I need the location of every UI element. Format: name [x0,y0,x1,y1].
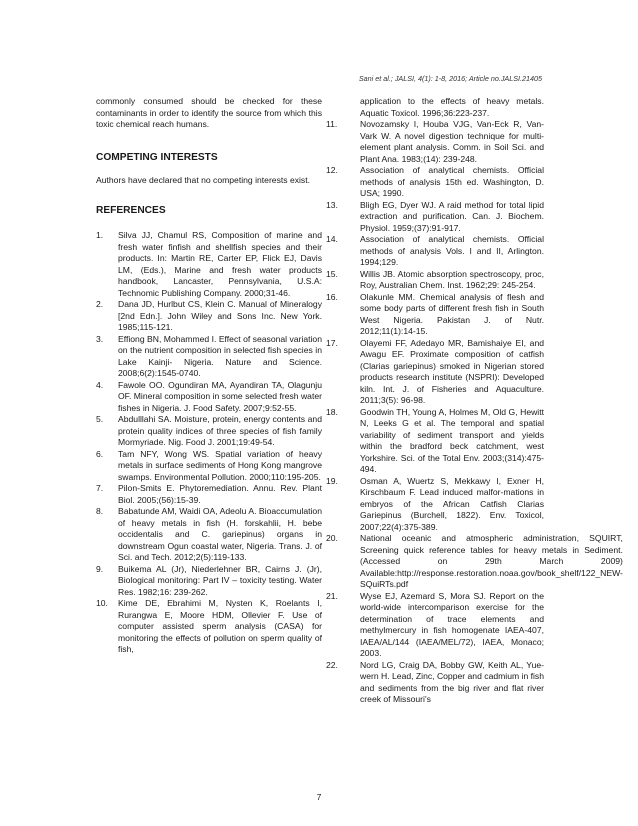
reference-number: 8. [96,506,104,516]
reference-item [96,506,322,564]
reference-number: 16. [326,291,338,302]
reference-text: National oceanic and atmospheric administration, SQUIRT, Screening quick reference tables for heavy metals in Sediment. (Accessed on 29th March 2009) Available:http://response.restoration.noaa.gov/book_shelf/122_NEW-SQuiRTs.pdf [360,533,623,589]
reference-item [96,414,322,449]
reference-number: 7. [96,483,104,493]
intro-paragraph: commonly consumed should be checked for these contaminants in order to identify the source from which this toxic chemical reach humans. [96,96,322,129]
reference-number: 20. [326,533,338,543]
running-header: Sani et al.; JALSI, 4(1): 1-8, 2016; Article no.JALSI.21405 [358,74,542,83]
reference-text: Kime DE, Ebrahimi M, Nysten K, Roelants I, Rurangwa E, Moore HDM, Ollevier F. Use of computer assisted sperm analysis (CASA) for monitoring the effects of pollution on sperm quality of fish, [118,598,322,654]
reference-number: 3. [96,333,104,344]
reference-number: 9. [96,563,104,574]
reference-text: Abdulllahi SA. Moisture, protein, energy contents and protein quality indices of three species of fish family Mormyriade. Nig. Food J. 2001;19:49-54. [118,414,322,447]
references-list-left [96,230,322,656]
reference-item [326,591,544,660]
reference-number: 5. [96,414,104,424]
reference-text: Pilon-Smits E. Phytoremediation. Annu. Rev. Plant Biol. 2005;(56):15-39. [118,483,322,505]
reference-item [326,660,544,706]
reference-text: Wyse EJ, Azemard S, Mora SJ. Report on the world-wide intercomparison exercise for the determination of trace elements and methylmercury in fish homogenate IAEA-407, IAEA/AL/144 (IAEA/MEL/72), IAEA, Monaco; 2003. [360,590,544,658]
reference-number: 2. [96,299,104,309]
references-heading: REFERENCES [96,204,166,216]
reference-number: 6. [96,448,104,459]
reference-text: Goodwin TH, Young A, Holmes M, Old G, Hewitt N, Leeks G et al. The temporal and spatial variability of sediment transport and yields within the bradford beck catchment, west Yorkshire. Sci. of the Total Env. 2003;(314):475-494. [360,406,544,474]
reference-item [326,292,544,338]
reference-item [96,230,322,299]
reference-number: 15. [326,268,338,279]
reference-number: 21. [326,590,338,601]
reference-item [96,299,322,334]
reference-number: 14. [326,234,338,244]
reference-text: Fawole OO. Ogundiran MA, Ayandiran TA, Olagunju OF. Mineral composition in some selected fresh water fishes in Nigeria. J. Food Safety. 2007;9:52-55. [118,379,322,413]
reference-item [326,269,544,292]
reference-item [326,476,544,534]
reference-number: 18. [326,406,338,417]
competing-interests-heading: COMPETING INTERESTS [96,151,218,163]
reference-item [96,334,322,380]
reference-text: Tam NFY, Wong WS. Spatial variation of heavy metals in surface sediments of Hong Kong mangrove swamps. Environmental Pollution. 2000;110:195-205. [118,448,322,482]
reference-item [326,234,544,269]
references-list-right [326,119,623,706]
reference-text: Novozamsky I, Houba VJG, Van-Eck R, Van-Vark W. A novel digestion technique for multi-element plant analysis. Comm. in Soil Sci. and Plant Ana. 1983;(14): 239-248. [360,119,544,164]
reference-text: Willis JB. Atomic absorption spectroscopy, proc, Roy, Australian Chem. Inst. 1962;29: 245-254. [360,268,544,290]
left-column [96,96,322,656]
reference-continuation: application to the effects of heavy metals. Aquatic Toxicol. 1996;36:223-237. [360,96,544,118]
reference-number: 17. [326,337,338,348]
reference-number: 4. [96,379,104,390]
reference-text: Association of analytical chemists. Official methods of analysis Vols. I and II, Arlington. 1994;129. [360,234,544,267]
reference-number: 22. [326,659,338,670]
reference-text: Buikema AL (Jr), Niederlehner BR, Cairns J. (Jr), Biological monitoring: Part IV – toxicity testing. Water Res. 1982;16: 239-262. [118,563,322,597]
reference-text: Olakunle MM. Chemical analysis of flesh and some body parts of different fresh fish in South West Nigeria. Pakistan J. of Nutr. 2012;11(1):14-15. [360,291,544,336]
reference-number: 13. [326,199,338,210]
reference-item [96,483,322,506]
reference-text: Osman A, Wuertz S, Mekkawy I, Exner H, Kirschbaum F. Lead induced malfor-mations in embryos of the African Catfish Clarias Gariepinus (Burchell, 1822). Env. Toxicol, 2007;22(4):375-389. [360,475,544,532]
reference-number: 11. [326,119,338,129]
reference-number: 12. [326,165,338,175]
reference-item [326,165,544,200]
right-column [326,96,623,706]
reference-text: Association of analytical chemists. Official methods of analysis 15th ed. Washington, D. USA; 1990. [360,165,544,198]
reference-item [326,338,544,407]
reference-item [96,564,322,599]
reference-item [96,449,322,484]
competing-interests-text: Authors have declared that no competing interests exist. [96,175,311,185]
reference-text: Effiong BN, Mohammed I. Effect of seasonal variation on the nutrient composition in selected fish species in Lake Kainji- Nigeria. Nature and Science. 2008;6(2):1545-0740. [118,333,322,378]
reference-item [326,533,623,591]
reference-number: 10. [96,598,108,608]
reference-item [326,200,544,235]
reference-text: Olayemi FF, Adedayo MR, Bamishaiye EI, and Awagu EF. Proximate composition of catfish (Clarias gariepinus) smoked in Nigerian stored products research institute (NSPRI): Developed kiln. Int. J. of Fisheries and Aquaculture. 2011;3(5): 96-98. [360,337,544,405]
reference-text: Silva JJ, Chamul RS, Composition of marine and fresh water finfish and shellfish species and their products. In: Martin RE, Carter EP, Flick EJ, Davis LM, (Eds.), Marine and fresh water products handbook, Lancaster, Pennsylvania, U.S.A: Technomic Publishing Company. 2000;31-46. [118,230,322,298]
reference-item [96,380,322,415]
reference-text: Dana JD, Hurlbut CS, Klein C. Manual of Mineralogy [2nd Edn.]. John Wiley and Sons Inc. New York. 1985;115-121. [118,299,322,332]
reference-text: Nord LG, Craig DA, Bobby GW, Keith AL, Yue-wern H. Lead, Zinc, Copper and cadmium in fish and sediments from the big river and flat river creek of Missouri's [360,659,544,704]
reference-text: Bligh EG, Dyer WJ. A raid method for total lipid extraction and purification. Can. J. Biochem. Physiol. 1959;(37):91-917. [360,199,544,233]
reference-item [326,119,544,165]
reference-item [326,407,544,476]
reference-number: 1. [96,230,104,240]
reference-number: 19. [326,475,338,486]
page-number: 7 [316,792,322,802]
reference-item [96,598,322,656]
reference-text: Babatunde AM, Waidi OA, Adeolu A. Bioaccumulation of heavy metals in fish (H. forskahlii, H. bebe occidentalis and C. gariepinus) organs in downstream Ogun coastal water, Nigeria. Trans. J. of Sci. and Tech. 2012;2(5):119-133. [118,506,322,562]
